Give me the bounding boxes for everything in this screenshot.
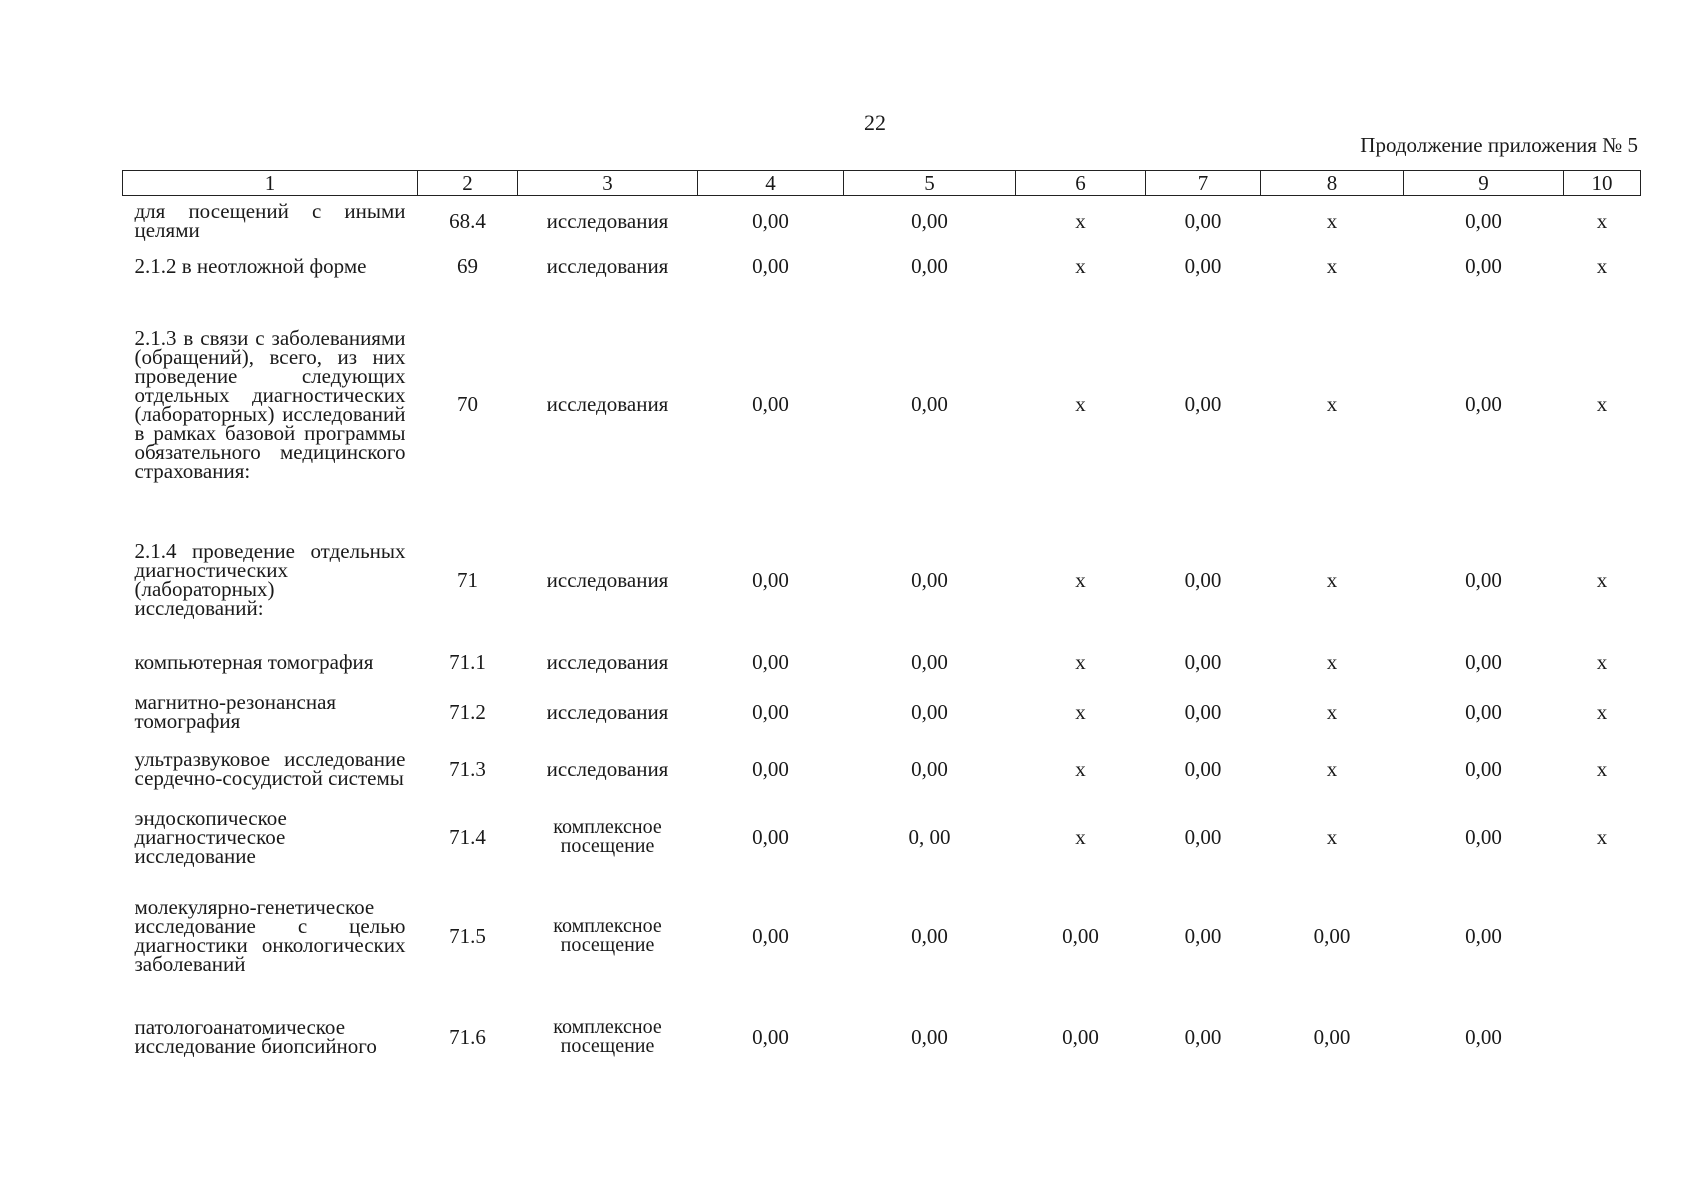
table-cell: 0,00 (911, 756, 948, 781)
table-cell: 0,00 (1465, 1024, 1502, 1049)
page-number: 22 (864, 110, 886, 135)
table-cell: 0,00 (752, 699, 789, 724)
table-cell: х (1326, 567, 1338, 592)
table-cell: 0,00 (1184, 699, 1222, 724)
table-cell: 0,00 (1465, 253, 1502, 278)
table-cell: 0,00 (1313, 923, 1351, 948)
table-cell: х (1596, 699, 1608, 724)
row-label-cell: эндоскопическое диагностическое исследование (134, 805, 287, 868)
table-cell: х (1326, 208, 1338, 233)
table-cell: исследования (546, 699, 669, 724)
table-cell: 71.5 (449, 923, 486, 948)
table-cell: 0,00 (752, 649, 789, 674)
table-cell: х (1596, 649, 1608, 674)
row-label-cell: патологоанатомическое исследование биопсийного (134, 1015, 377, 1058)
table-cell: 71.1 (449, 649, 486, 674)
table-cell: х (1075, 756, 1086, 781)
column-number-row (123, 171, 1641, 196)
table-row (123, 196, 1641, 247)
table-cell: х (1596, 208, 1608, 233)
table-cell: 69 (457, 253, 478, 278)
column-header: 9 (1404, 171, 1564, 196)
table-cell: х (1075, 649, 1086, 674)
table-cell: х (1075, 208, 1086, 233)
table-row (123, 286, 1641, 523)
table-cell: 0,00 (1062, 1024, 1099, 1049)
table-cell: 0,00 (752, 1024, 789, 1049)
table-cell: 0,00 (1465, 824, 1502, 849)
table-cell: 0,00 (1184, 208, 1222, 233)
table-cell: х (1326, 824, 1338, 849)
table-cell: исследования (546, 756, 669, 781)
table-cell: 0,00 (1465, 756, 1502, 781)
row-label-cell: молекулярно-генетическое исследование с целью диагностики онкологических заболеваний (134, 895, 406, 976)
row-label-cell: 2.1.2 в неотложной форме (134, 253, 367, 278)
table-cell (1564, 999, 1641, 1075)
column-header: 5 (844, 171, 1016, 196)
table-cell: 0,00 (752, 923, 789, 948)
table-cell: х (1326, 253, 1338, 278)
column-header: 1 (123, 171, 418, 196)
table-cell: 0,00 (911, 923, 948, 948)
table-row (123, 637, 1641, 687)
table-cell: 0,00 (752, 567, 789, 592)
table-body (123, 196, 1641, 1076)
table-cell: х (1596, 392, 1608, 416)
table-cell: 0,00 (1465, 699, 1502, 724)
table-cell: х (1075, 824, 1086, 849)
table-cell: 71.3 (449, 756, 486, 781)
table-cell: 0,00 (1465, 567, 1502, 592)
table-cell: 0,00 (752, 208, 789, 233)
table-cell: х (1075, 699, 1086, 724)
table-cell: 71.6 (449, 1024, 486, 1049)
table-cell: 0,00 (911, 649, 948, 674)
table-cell: 0,00 (911, 699, 948, 724)
table-cell: исследования (546, 567, 669, 592)
table-cell: 71.4 (449, 824, 486, 849)
table-cell: 0,00 (752, 824, 789, 849)
table-row (123, 523, 1641, 637)
table-cell: х (1596, 756, 1608, 781)
table-cell: 0,00 (1465, 392, 1502, 416)
table-cell: 0,00 (911, 392, 948, 416)
table-cell: 0,00 (1465, 649, 1502, 674)
row-label-cell: 2.1.4 проведение отдельных диагностических (лабораторных) исследований: (134, 539, 406, 620)
table-cell: 0,00 (1465, 208, 1502, 233)
table-cell (1564, 873, 1641, 999)
table-cell: 0,00 (1184, 567, 1222, 592)
row-label-cell: 2.1.3 в связи с заболеваниями (обращений), всего, из них проведение следующих отдельных диагностических (лабораторных) исследований в рамках базовой программы обязательного медицинского страхования: (134, 325, 406, 483)
table-cell: 0,00 (911, 567, 948, 592)
table-cell: 0,00 (752, 756, 789, 781)
table-cell: 0,00 (911, 208, 948, 233)
column-header: 7 (1146, 171, 1261, 196)
table-cell: 68.4 (449, 208, 486, 233)
table-cell: 0,00 (1062, 923, 1099, 948)
table-cell: комплексное посещение (553, 816, 662, 857)
column-header: 6 (1016, 171, 1146, 196)
table-cell: х (1596, 567, 1608, 592)
table-row (123, 737, 1641, 801)
table-cell: 0,00 (1184, 649, 1222, 674)
data-table (122, 170, 1641, 1075)
table-cell: х (1326, 756, 1338, 781)
row-label-cell: ультразвуковое исследование сердечно-сосудистой системы (134, 747, 406, 790)
table-cell: 71.2 (449, 699, 486, 724)
table-cell: 0,00 (911, 1024, 948, 1049)
table-cell: 71 (457, 567, 478, 592)
table-cell: 0,00 (1465, 923, 1502, 948)
table-cell: 0,00 (1184, 923, 1222, 948)
table-cell: х (1075, 567, 1086, 592)
table-cell: исследования (546, 208, 669, 233)
table-cell: 0, 00 (908, 824, 951, 849)
table-cell: 0,00 (1184, 824, 1222, 849)
column-header: 10 (1564, 171, 1641, 196)
table-cell: исследования (546, 649, 669, 674)
table-cell: 0,00 (1184, 1024, 1222, 1049)
table-row (123, 687, 1641, 737)
table-cell: комплексное посещение (553, 1016, 662, 1057)
row-label-cell: для посещений с иными целями (134, 199, 406, 242)
table-cell: 0,00 (752, 253, 789, 278)
table-row (123, 246, 1641, 286)
table-cell: х (1075, 253, 1086, 278)
row-label-cell: компьютерная томография (134, 649, 374, 674)
table-cell: исследования (546, 253, 669, 278)
appendix-continuation-note: Продолжение приложения № 5 (1360, 133, 1638, 157)
table-cell: 0,00 (1184, 253, 1222, 278)
table-cell: 70 (457, 392, 478, 416)
column-header: 2 (418, 171, 518, 196)
column-header: 8 (1261, 171, 1404, 196)
table-cell: комплексное посещение (553, 915, 662, 956)
table-cell: х (1326, 392, 1338, 416)
row-label-cell: магнитно-резонансная томография (134, 690, 337, 733)
table-row (123, 801, 1641, 873)
table-cell: х (1596, 824, 1608, 849)
table-row (123, 873, 1641, 999)
column-header: 4 (698, 171, 844, 196)
table-cell: 0,00 (1184, 392, 1222, 416)
table-cell: х (1075, 392, 1086, 416)
table-cell: 0,00 (1184, 756, 1222, 781)
table-cell: исследования (546, 392, 669, 416)
table-cell: х (1326, 649, 1338, 674)
table-cell: х (1596, 253, 1608, 278)
table-cell: 0,00 (911, 253, 948, 278)
table-cell: 0,00 (752, 392, 789, 416)
column-header: 3 (518, 171, 698, 196)
table-row (123, 999, 1641, 1075)
table-cell: 0,00 (1313, 1024, 1351, 1049)
table-cell: х (1326, 699, 1338, 724)
